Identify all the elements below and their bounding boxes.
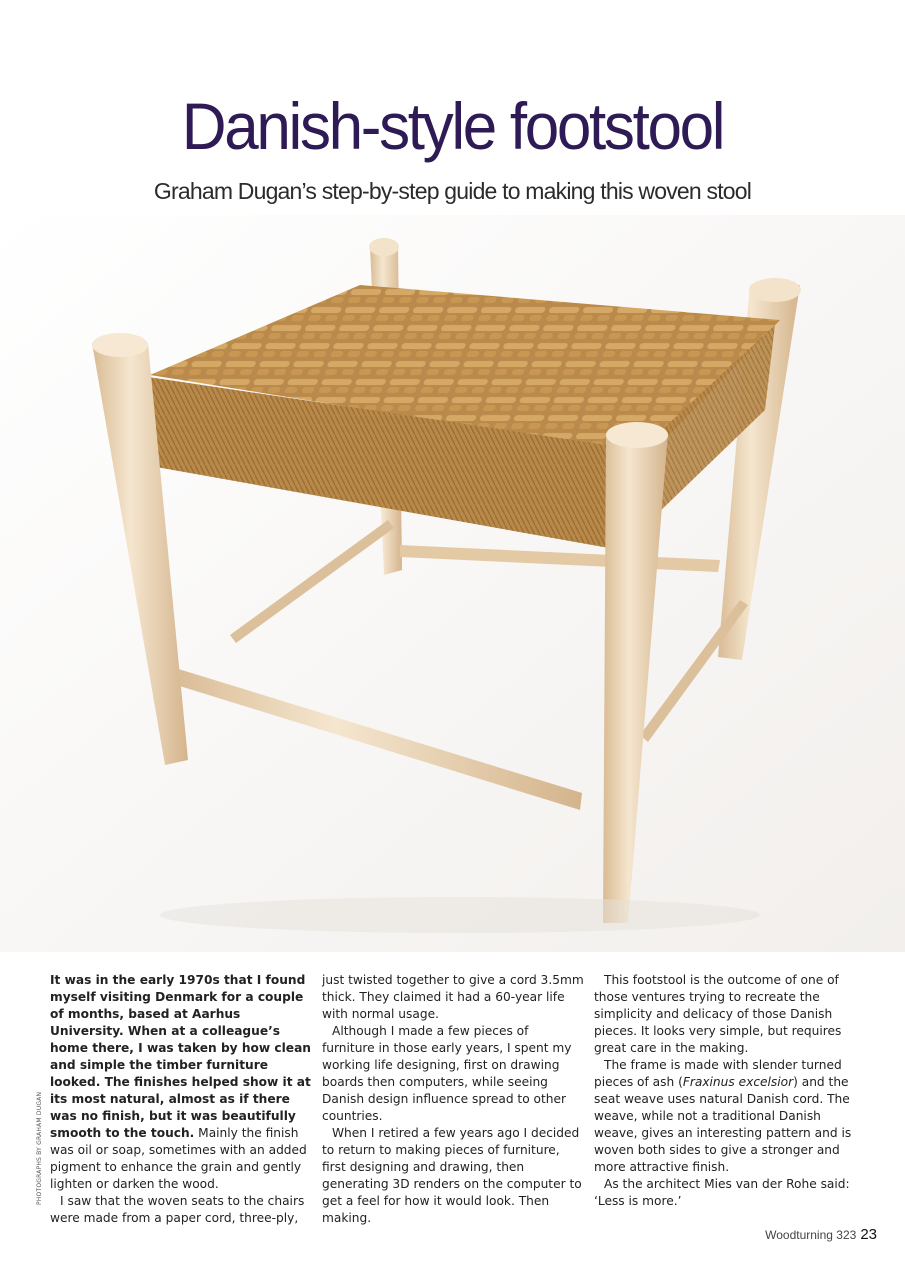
article-title: Danish-style footstool: [181, 89, 724, 163]
photo-credit: PHOTOGRAPHS BY GRAHAM DUGAN: [36, 1091, 43, 1205]
front-left-leg-top: [92, 333, 148, 357]
column-2-paragraph-3: When I retired a few years ago I decided to return to making pieces of furniture, first designing and drawing, then generating 3D renders on the computer to get a feel for how it would look. Then making.: [322, 1126, 582, 1225]
column-3-paragraph-2-start: The frame is made with slender turned pieces of ash (: [594, 1058, 842, 1089]
column-2-paragraph-2: Although I made a few pieces of furniture in those early years, I spent my working life designing, first on drawing boards then computers, while seeing Danish design influence spread to other countries.: [322, 1024, 572, 1123]
back-right-leg-top: [749, 278, 801, 302]
intro-bold-text: It was in the early 1970s that I found myself visiting Denmark for a couple of months, based at Aarhus University. When at a colleague’s home there, I was taken by how clean and simple the timber furniture looked. The finishes helped show it at its most natural, almost as if there was no finish, but it was beautifully smooth to the touch.: [50, 973, 311, 1140]
article-subtitle: Graham Dugan’s step-by-step guide to making this woven stool: [153, 178, 752, 204]
column-3-paragraph-1: This footstool is the outcome of one of those ventures trying to recreate the simplicity and delicacy of those Danish pieces. It looks very simple, but requires great care in the making.: [594, 973, 842, 1055]
column-3-paragraph-2-end: ) and the seat weave uses natural Danish cord. The weave, while not a traditional Danish weave, gives an interesting pattern and is woven both sides to give a stronger and more attractive finish.: [594, 1075, 852, 1174]
floor-shadow: [160, 897, 760, 933]
footstool-photo: [0, 215, 905, 952]
column-3: [594, 972, 856, 1210]
front-right-leg-top: [606, 422, 668, 448]
column-3-paragraph-3: As the architect Mies van der Rohe said: ‘Less is more.’: [594, 1177, 850, 1208]
column-1: [50, 972, 312, 1227]
back-left-leg-top: [369, 238, 399, 256]
column-2: [322, 972, 584, 1227]
page-number: 23: [860, 1226, 877, 1243]
column-1-paragraph-2: I saw that the woven seats to the chairs were made from a paper cord, three-ply,: [50, 1194, 305, 1225]
magazine-name: Woodturning 323: [765, 1228, 857, 1242]
intro-text: Mainly the finish was oil or soap, sometimes with an added pigment to enhance the grain and gently lighten or darken the wood.: [50, 1126, 307, 1191]
latin-name: Fraxinus excelsior: [682, 1075, 794, 1089]
column-3-paragraph-2: [594, 1057, 856, 1176]
page-footer: [765, 1226, 877, 1243]
column-2-paragraph-1: just twisted together to give a cord 3.5mm thick. They claimed it had a 60-year life with normal usage.: [322, 973, 584, 1021]
